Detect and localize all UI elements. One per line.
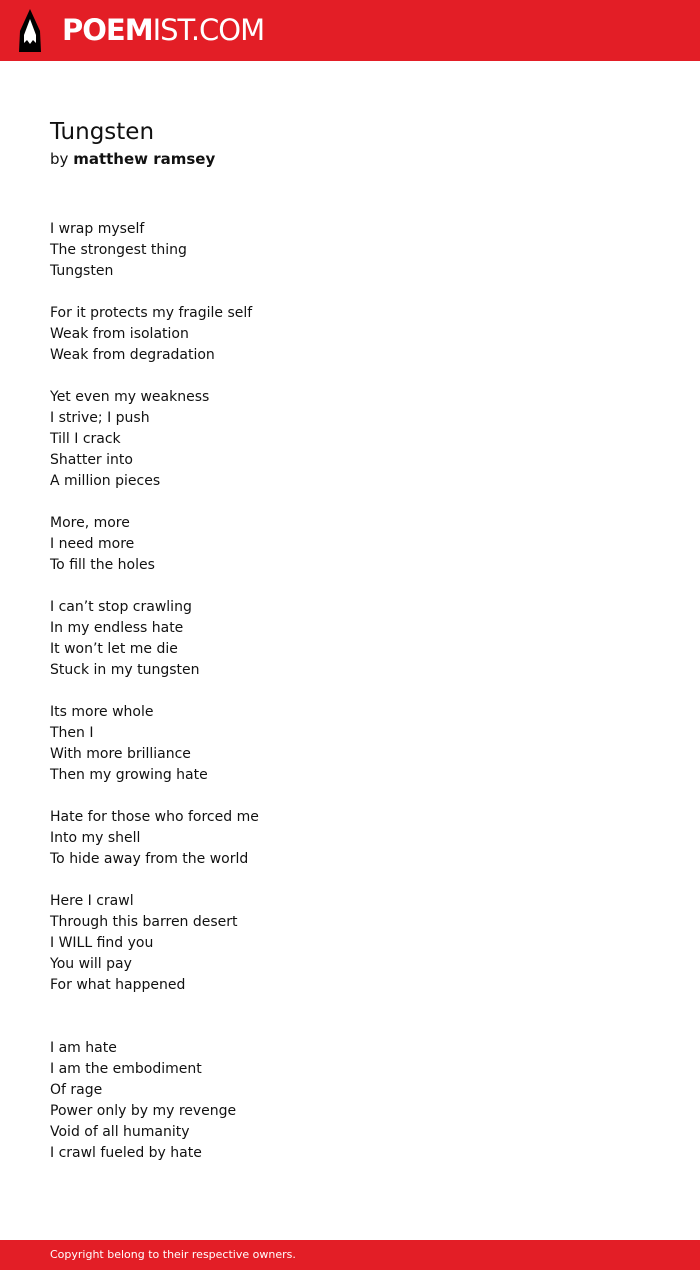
author-name: matthew ramsey: [73, 150, 216, 168]
poem-line: The strongest thing: [50, 242, 187, 258]
stanza: [50, 219, 259, 282]
logo-light-text: IST.COM: [152, 13, 265, 47]
stanza: [50, 807, 259, 870]
poem-line: Weak from degradation: [50, 347, 215, 363]
poem-line: It won’t let me die: [50, 641, 178, 657]
poem-line: Power only by my revenge: [50, 1103, 237, 1119]
poem-line: Void of all humanity: [50, 1124, 190, 1140]
poem-line: Tungsten: [50, 263, 114, 279]
logo-bold-text: POEM: [62, 13, 153, 47]
poem-line: I am hate: [50, 1040, 117, 1056]
poem-line: With more brilliance: [50, 746, 191, 762]
site-footer: [0, 1240, 700, 1270]
poem-line: In my endless hate: [50, 620, 184, 636]
poem-line: Weak from isolation: [50, 326, 189, 342]
poem-line: To hide away from the world: [50, 851, 249, 867]
poem-line: Yet even my weakness: [50, 389, 210, 405]
poem-line: Of rage: [50, 1082, 103, 1098]
stanza: [50, 597, 259, 681]
poem-line: Here I crawl: [50, 893, 134, 909]
poem-line: I need more: [50, 536, 135, 552]
stanza: [50, 891, 259, 996]
copyright-text: Copyright belong to their respective owners.: [50, 1248, 296, 1261]
stanza: [50, 513, 259, 576]
poem-body: [50, 219, 259, 1164]
stanza: [50, 702, 259, 786]
stanza: [50, 387, 259, 492]
poem-line: To fill the holes: [50, 557, 155, 573]
poem-line: Shatter into: [50, 452, 133, 468]
poem-line: Then I: [50, 725, 94, 741]
poem-line: You will pay: [50, 956, 132, 972]
poem-line: I am the embodiment: [50, 1061, 202, 1077]
poem-line: I wrap myself: [50, 221, 145, 237]
poem-line: More, more: [50, 515, 130, 531]
poem-line: For it protects my fragile self: [50, 305, 253, 321]
poem-title: Tungsten: [50, 119, 155, 145]
stanza: [50, 303, 259, 366]
poem-line: Stuck in my tungsten: [50, 662, 200, 678]
poem-line: Then my growing hate: [50, 767, 208, 783]
poem-line: Its more whole: [50, 704, 154, 720]
site-logo[interactable]: [62, 13, 264, 47]
pencil-tip-icon[interactable]: [17, 9, 43, 52]
stanza: [50, 1038, 259, 1164]
poem-line: Hate for those who forced me: [50, 809, 259, 825]
byline: [50, 148, 215, 170]
by-label: by: [50, 150, 69, 168]
poem-line: I crawl fueled by hate: [50, 1145, 202, 1161]
site-header: [0, 0, 700, 61]
poem-line: I can’t stop crawling: [50, 599, 192, 615]
poem-line: Till I crack: [50, 431, 121, 447]
poem-line: A million pieces: [50, 473, 161, 489]
poem-line: Through this barren desert: [50, 914, 238, 930]
poem-line: I WILL find you: [50, 935, 154, 951]
poem-line: For what happened: [50, 977, 186, 993]
poem-line: Into my shell: [50, 830, 141, 846]
poem-line: I strive; I push: [50, 410, 150, 426]
